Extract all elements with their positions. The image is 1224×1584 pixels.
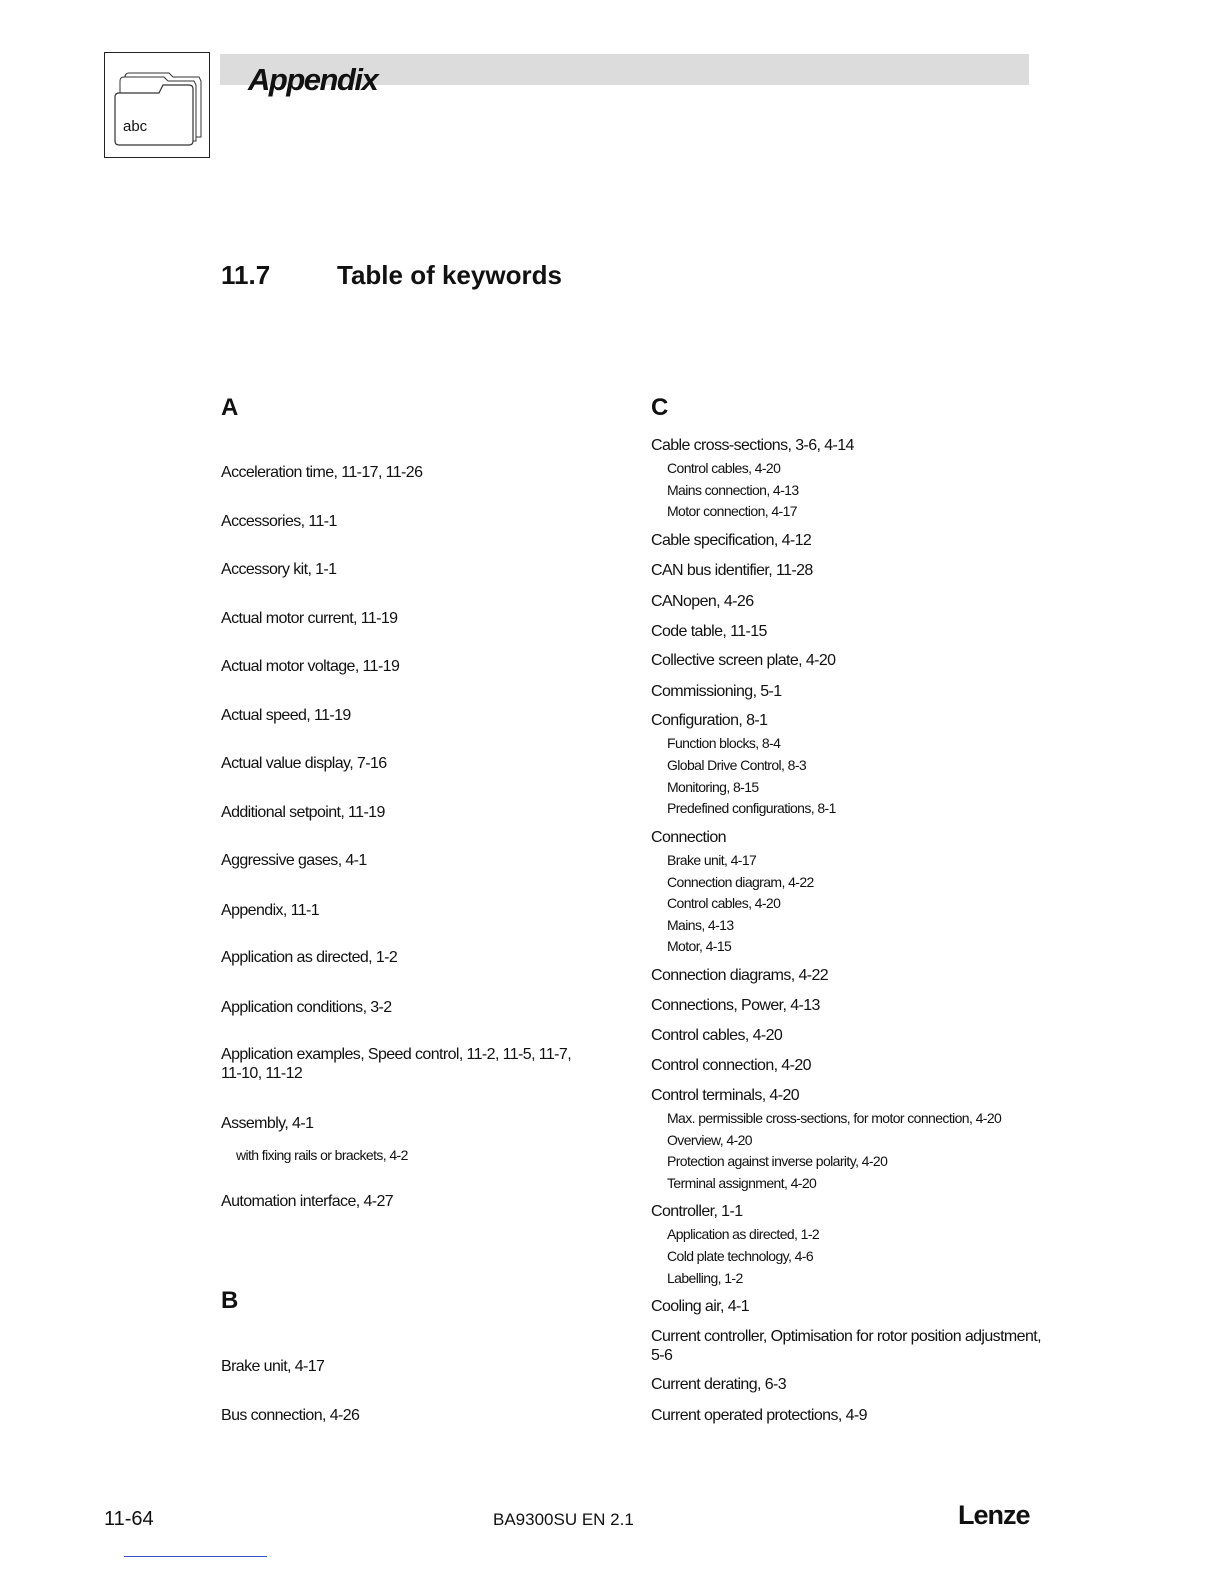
index-entry: Connection diagrams, 4-22	[651, 967, 829, 984]
index-entry: Aggressive gases, 4-1	[221, 852, 367, 869]
index-entry: Assembly, 4-1	[221, 1115, 314, 1132]
index-entry: Control cables, 4-20	[651, 1027, 783, 1044]
index-letter-b: B	[221, 1287, 239, 1314]
folder-label: abc	[123, 118, 148, 135]
index-entry: Actual motor voltage, 11-19	[221, 658, 400, 675]
index-entry: Connection	[651, 829, 726, 846]
index-entry: CANopen, 4-26	[651, 593, 754, 610]
index-entry: Actual value display, 7-16	[221, 755, 387, 772]
index-entry: Appendix, 11-1	[221, 902, 320, 919]
index-entry: Controller, 1-1	[651, 1203, 743, 1220]
index-entry: Accessories, 11-1	[221, 513, 337, 530]
index-subentry: Mains, 4-13	[667, 917, 734, 933]
index-entry: Cooling air, 4-1	[651, 1298, 750, 1315]
section-heading	[221, 260, 562, 291]
index-entry: Additional setpoint, 11-19	[221, 804, 385, 821]
index-subentry: Global Drive Control, 8-3	[667, 757, 807, 773]
index-entry: Commissioning, 5-1	[651, 683, 782, 700]
index-subentry: Overview, 4-20	[667, 1132, 752, 1148]
index-entry: Cable specification, 4-12	[651, 532, 812, 549]
index-entry: Application as directed, 1-2	[221, 949, 398, 966]
index-entry: Brake unit, 4-17	[221, 1358, 325, 1375]
index-entry: Cable cross-sections, 3-6, 4-14	[651, 437, 854, 454]
footer-link-underline	[124, 1556, 267, 1557]
index-letter-a: A	[221, 394, 239, 421]
index-entry: Automation interface, 4-27	[221, 1193, 394, 1210]
index-subentry: Application as directed, 1-2	[667, 1226, 820, 1242]
index-entry: Control connection, 4-20	[651, 1057, 811, 1074]
chapter-title: Appendix	[248, 62, 378, 97]
index-subentry: Control cables, 4-20	[667, 895, 781, 911]
index-subentry: Mains connection, 4-13	[667, 482, 799, 498]
index-entry: Configuration, 8-1	[651, 712, 768, 729]
index-entry: Control terminals, 4-20	[651, 1087, 800, 1104]
index-subentry: Brake unit, 4-17	[667, 852, 757, 868]
index-subentry: Connection diagram, 4-22	[667, 874, 814, 890]
folder-icon-box	[104, 52, 210, 158]
index-entry: 11-10, 11-12	[221, 1065, 303, 1082]
index-entry: Actual motor current, 11-19	[221, 610, 398, 627]
index-entry: Application conditions, 3-2	[221, 999, 392, 1016]
index-subentry: Protection against inverse polarity, 4-20	[667, 1153, 888, 1169]
index-entry: Current derating, 6-3	[651, 1376, 787, 1393]
folder-icon	[105, 53, 209, 157]
index-entry: Current operated protections, 4-9	[651, 1407, 867, 1424]
section-title: Table of keywords	[337, 260, 562, 290]
page-number: 11-64	[104, 1508, 154, 1530]
index-letter-c: C	[651, 394, 669, 421]
index-entry: Collective screen plate, 4-20	[651, 652, 836, 669]
index-subentry: Motor, 4-15	[667, 938, 732, 954]
section-number: 11.7	[221, 260, 271, 290]
index-entry: Connections, Power, 4-13	[651, 997, 820, 1014]
index-subentry: Terminal assignment, 4-20	[667, 1175, 817, 1191]
index-subentry: Monitoring, 8-15	[667, 779, 759, 795]
index-subentry: Labelling, 1-2	[667, 1270, 743, 1286]
index-subentry: Predefined configurations, 8-1	[667, 800, 836, 816]
index-entry: Bus connection, 4-26	[221, 1407, 360, 1424]
index-subentry: Max. permissible cross-sections, for motor connection, 4-20	[667, 1110, 1002, 1126]
index-entry: Application examples, Speed control, 11-2, 11-5, 11-7,	[221, 1046, 572, 1063]
index-subentry: Control cables, 4-20	[667, 460, 781, 476]
index-entry: CAN bus identifier, 11-28	[651, 562, 813, 579]
index-entry: Acceleration time, 11-17, 11-26	[221, 464, 423, 481]
index-subentry: Motor connection, 4-17	[667, 503, 797, 519]
index-entry: Current controller, Optimisation for rotor position adjustment,	[651, 1328, 1041, 1345]
index-entry: Actual speed, 11-19	[221, 707, 351, 724]
index-entry: Code table, 11-15	[651, 623, 767, 640]
document-id: BA9300SU EN 2.1	[493, 1510, 634, 1529]
index-subentry: Function blocks, 8-4	[667, 735, 781, 751]
index-entry: 5-6	[651, 1347, 673, 1364]
index-subentry: Cold plate technology, 4-6	[667, 1248, 814, 1264]
brand-logo: Lenze	[958, 1500, 1030, 1530]
index-entry: Accessory kit, 1-1	[221, 561, 337, 578]
index-subentry: with fixing rails or brackets, 4-2	[236, 1147, 408, 1163]
